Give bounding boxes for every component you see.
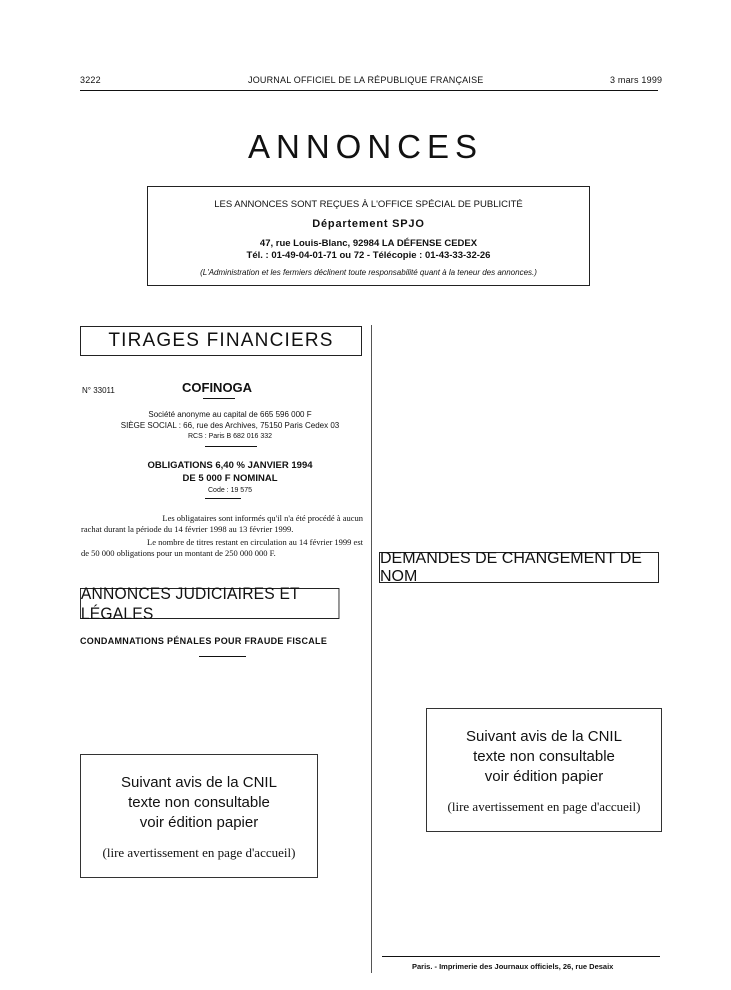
printer-imprint: Paris. - Imprimerie des Journaux officiels, 26, rue Desaix <box>412 962 614 971</box>
office-info-box <box>147 186 590 286</box>
journal-title: JOURNAL OFFICIEL DE LA RÉPUBLIQUE FRANÇAISE <box>248 75 484 85</box>
cnil-line-3: voir édition papier <box>484 768 604 785</box>
page-number: 3222 <box>80 75 101 85</box>
bond-title: OBLIGATIONS 6,40 % JANVIER 1994 <box>147 460 313 471</box>
issue-date: 3 mars 1999 <box>610 75 663 85</box>
notice-paragraph-2b: de 50 000 obligations pour un montant de 250 000 000 F. <box>81 548 276 558</box>
cnil-line-1: Suivant avis de la CNIL <box>466 728 622 745</box>
announcement-number: N° 33011 <box>82 386 115 395</box>
bond-rule <box>205 498 241 499</box>
cnil-notice-right <box>426 708 662 832</box>
bond-nominal: DE 5 000 F NOMINAL <box>182 473 278 484</box>
department-name: Département SPJO <box>312 218 425 230</box>
notice-paragraph-1b: rachat durant la période du 14 février 1998 au 13 février 1999. <box>81 524 294 534</box>
page-title: ANNONCES <box>247 128 484 165</box>
cnil-line-2: texte non consultable <box>128 794 270 811</box>
cnil-line-2: texte non consultable <box>473 748 615 765</box>
rcs-rule <box>205 446 257 447</box>
cnil-line-1: Suivant avis de la CNIL <box>121 774 277 791</box>
office-line: LES ANNONCES SONT REÇUES À L'OFFICE SPÉCIAL DE PUBLICITÉ <box>214 199 523 210</box>
subtitle-rule <box>199 656 246 657</box>
footer-rule <box>382 956 660 957</box>
section-title-judiciaires: ANNONCES JUDICIAIRES ET LÉGALES <box>80 588 339 619</box>
notice-paragraph-1a: Les obligataires sont informés qu'il n'a été procédé à aucun <box>162 513 363 523</box>
section-title-demandes: DEMANDES DE CHANGEMENT DE NOM <box>379 552 659 583</box>
company-rule <box>203 398 235 399</box>
header-rule <box>80 90 658 91</box>
cnil-notice-left <box>80 754 318 878</box>
company-rcs: RCS : Paris B 682 016 332 <box>187 433 273 440</box>
section-subtitle-condamnations: CONDAMNATIONS PÉNALES POUR FRAUDE FISCALE <box>80 636 328 646</box>
cnil-line-4: (lire avertissement en page d'accueil) <box>102 845 296 860</box>
company-capital: Société anonyme au capital de 665 596 000 F <box>148 410 312 419</box>
company-hq: SIÈGE SOCIAL : 66, rue des Archives, 75150 Paris Cedex 03 <box>120 421 340 430</box>
company-name: COFINOGA <box>182 380 253 395</box>
notice-paragraph-2a: Le nombre de titres restant en circulation au 14 février 1999 est <box>147 537 363 547</box>
office-disclaimer: (L'Administration et les fermiers déclinent toute responsabilité quant à la teneur des annonces.) <box>200 268 537 277</box>
office-phones: Tél. : 01-49-04-01-71 ou 72 - Télécopie : 01-43-33-32-26 <box>246 250 491 261</box>
section-title-tirages: TIRAGES FINANCIERS <box>80 326 362 356</box>
bond-code: Code : 19 575 <box>208 487 252 494</box>
cnil-line-3: voir édition papier <box>139 814 259 831</box>
cnil-line-4: (lire avertissement en page d'accueil) <box>447 799 641 814</box>
office-address: 47, rue Louis-Blanc, 92984 LA DÉFENSE CEDEX <box>259 238 478 249</box>
